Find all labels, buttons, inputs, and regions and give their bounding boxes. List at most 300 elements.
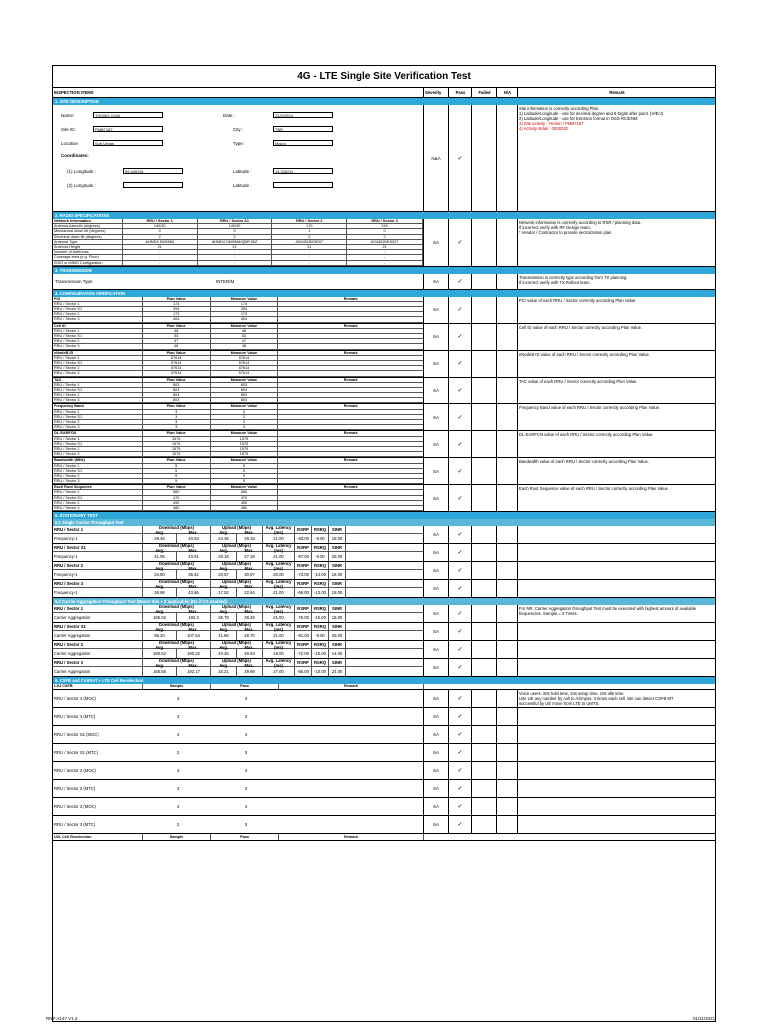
throughput-value: -69.00	[295, 588, 312, 597]
throughput-value: 18.00	[329, 534, 346, 543]
rsrq-header: RSRQ	[312, 562, 329, 569]
col-plan-value: Plan Value	[143, 458, 211, 462]
throughput-value: 30.87	[237, 570, 263, 579]
config-group-block	[53, 431, 715, 458]
severity-cell: SA	[424, 605, 449, 622]
config-plan: 803	[143, 393, 211, 397]
failed-cell	[472, 708, 497, 725]
config-sector: RRU / Sector 3	[53, 371, 143, 375]
config-measure: 803	[211, 398, 279, 402]
config-sector: RRU / Sector 1	[53, 464, 143, 468]
config-row-remark	[278, 425, 423, 429]
rsrp-header: RSRP	[295, 544, 312, 551]
config-sector: RRU / Sector S1	[53, 388, 143, 392]
csfb-row	[53, 726, 424, 743]
csfb-pass: 3	[244, 732, 248, 738]
throughput-value: 21.00	[263, 588, 295, 597]
transmission-row	[53, 274, 424, 289]
config-measure: 1575	[211, 437, 279, 441]
radio-cell: AHMD4 DM0966	[123, 240, 198, 244]
transmission-label: Transmission Type	[55, 278, 93, 284]
config-plan: 48	[143, 329, 211, 333]
radio-cell: -	[347, 255, 423, 259]
config-sector: RRU / Sector 3	[53, 317, 143, 321]
avg-label: Avg.	[155, 565, 165, 571]
site-na	[497, 105, 518, 211]
csfb-remark-line: Use UE any number by call to Azimpos, 3 times each cell. We can detect CSFB MT	[519, 696, 674, 702]
config-group-table	[53, 404, 424, 430]
site-failed	[472, 105, 497, 211]
throughput-header	[53, 659, 423, 667]
severity-cell: SA	[424, 623, 449, 640]
config-measure: 173	[211, 312, 279, 316]
config-measure: 490	[211, 501, 279, 505]
city-label: City :	[233, 127, 244, 132]
rsrp-header: RSRP	[295, 562, 312, 569]
radio-cell: Coverage area (e.g. Floor)	[53, 255, 123, 259]
throughput-table	[53, 659, 424, 676]
avg-label: Avg.	[219, 608, 229, 614]
config-row-remark	[278, 474, 423, 478]
config-measure: 1575	[211, 452, 279, 456]
csfb-remark-line: successful by UE move from LTE to UMTS.	[519, 701, 600, 707]
failed-cell	[472, 378, 497, 404]
failed-cell	[472, 544, 497, 561]
failed-cell	[472, 659, 497, 676]
csfb-sector: RRU / Sector 2 (MOC)	[54, 768, 96, 774]
csfb-remark	[518, 762, 715, 779]
config-remark: Each Root Sequence value of each RRU / Sector correctly according Plan Value.	[519, 486, 670, 492]
avg-label: Avg.	[219, 644, 229, 650]
throughput-value: 25.00	[329, 631, 346, 640]
col-remark: Remark	[343, 404, 358, 409]
latency-header: Avg. Latency (ms)	[263, 659, 295, 666]
radio-header-cell: RRU / Sector 1	[123, 219, 198, 223]
type-field: Macro	[273, 140, 333, 146]
radio-severity: SA	[424, 219, 449, 266]
config-sector: RRU / Sector S1	[53, 442, 143, 446]
col-remark: Remark	[343, 350, 358, 355]
config-row	[53, 371, 423, 376]
pass-check: ✓	[449, 726, 472, 743]
transmission-severity: SA	[424, 274, 449, 289]
upload-group	[211, 659, 263, 666]
config-row-remark	[278, 388, 423, 392]
reselection-col-sample: Sample	[143, 834, 211, 840]
config-plan: 470	[143, 496, 211, 500]
radio-header-cell: Network Information	[53, 219, 123, 223]
longitude2-label: (2) Longitude :	[67, 183, 97, 188]
throughput-block	[53, 605, 715, 623]
config-measure: 3	[211, 410, 279, 414]
config-sector: RRU / Sector 1	[53, 490, 143, 494]
config-plan: 480	[143, 506, 211, 510]
config-measure: 480	[211, 506, 279, 510]
col-measure-value: Measure Value	[211, 351, 279, 355]
rsrp-header: RSRP	[295, 641, 312, 648]
max-label: Max.	[188, 644, 198, 650]
na-cell	[497, 351, 518, 377]
upload-group	[211, 580, 263, 587]
config-remark: Cell ID value of each RRU / Sector correctly according Plan Value.	[519, 324, 643, 330]
radio-cell: Mechanical down tilt (degrees)	[53, 229, 123, 233]
sinr-header: SINR	[329, 659, 346, 666]
col-measure-value: Measure Value	[211, 485, 279, 489]
pass-check: ✓	[449, 708, 472, 725]
failed-cell	[472, 324, 497, 350]
config-row-remark	[278, 317, 423, 321]
throughput-header	[53, 562, 423, 570]
max-label: Max.	[188, 529, 198, 535]
throughput-value: 20.00	[263, 570, 295, 579]
radio-remark-line: If incorrect verify with RF Design team.	[519, 225, 591, 230]
city-field: TBR	[273, 126, 333, 132]
latitude1-label: Latitude :	[233, 169, 252, 174]
radio-cell: 2	[347, 235, 423, 239]
throughput-sector: RRU / Sector S1	[53, 544, 143, 551]
avg-label: Avg.	[219, 583, 229, 589]
config-group-block	[53, 378, 715, 405]
upload-group	[211, 526, 263, 533]
config-measure: 57614	[211, 361, 279, 365]
col-measure-value: Measure Value	[211, 431, 279, 435]
throughput-value: 41.86	[211, 631, 237, 640]
config-measure: 1575	[211, 447, 279, 451]
csfb-sector: RRU / Sector 3 (MOC)	[54, 804, 96, 810]
config-group-table	[53, 351, 424, 377]
throughput-name: Carrier Aggregation	[53, 667, 143, 676]
csfb-remark	[518, 744, 715, 761]
rsrp-header: RSRP	[295, 605, 312, 612]
reselection-col-pass: Pass	[211, 834, 279, 840]
config-sector: RRU / Sector 3	[53, 479, 143, 483]
severity-cell: SA	[424, 378, 449, 404]
pass-check: ✓	[449, 351, 472, 377]
config-sector: RRU / Sector 3	[53, 425, 143, 429]
latency-header: Avg. Latency (ms)	[263, 562, 295, 569]
csfb-table-label: L2U CSFB	[53, 684, 143, 689]
latency-header: Avg. Latency (ms)	[263, 623, 295, 630]
csfb-sample: 3	[176, 786, 180, 792]
config-plan: 48	[143, 344, 211, 348]
radio-cell: 0	[123, 229, 198, 233]
download-label: Download (Mbps)	[159, 524, 194, 530]
csfb-remark-line: Voice users: 20s hold time, 10s setup time, 10s idle time.	[519, 691, 625, 697]
config-row-remark	[278, 344, 423, 348]
severity-cell: SA	[424, 580, 449, 597]
csfb-row-block	[53, 744, 715, 762]
radio-cell: AS4451BK3D07	[272, 240, 347, 244]
na-cell	[497, 485, 518, 511]
config-row-remark	[278, 437, 423, 441]
config-measure: 57614	[211, 371, 279, 375]
config-sector: RRU / Sector 1	[53, 437, 143, 441]
severity-cell: SA	[424, 708, 449, 725]
section-site-description: 1. SITE DESCRIPTION	[53, 98, 715, 105]
avg-label: Avg.	[155, 608, 165, 614]
na-cell	[497, 623, 518, 640]
site-fields	[53, 105, 424, 211]
throughput-block	[53, 659, 715, 677]
config-remark: DL-EARFCN value of each RRU / Sector correctly according Plan Value.	[519, 432, 654, 438]
config-row-remark	[278, 496, 423, 500]
sinr-header: SINR	[329, 526, 346, 533]
config-measure: 470	[211, 496, 279, 500]
throughput-sector: RRU / Sector 2	[53, 641, 143, 648]
throughput-remark	[518, 562, 715, 579]
throughput-remark	[518, 659, 715, 676]
header-items: INSPECTION ITEMS	[53, 88, 424, 97]
config-plan: 3	[143, 425, 211, 429]
download-group	[143, 544, 211, 551]
na-cell	[497, 297, 518, 323]
config-row-remark	[278, 442, 423, 446]
config-group-name: PCI	[53, 297, 143, 301]
radio-cell: 2	[198, 235, 273, 239]
avg-label: Avg.	[219, 565, 229, 571]
header-remark: Remark	[609, 90, 625, 95]
config-sector: RRU / Sector S1	[53, 307, 143, 311]
throughput-value: -76.00	[295, 613, 312, 622]
throughput-value: -67.00	[295, 552, 312, 561]
config-plan: 1575	[143, 447, 211, 451]
throughput-table	[53, 544, 424, 561]
config-measure: 48	[211, 344, 279, 348]
config-sector: RRU / Sector 3	[53, 506, 143, 510]
config-group-name: eNodeB ID	[53, 351, 143, 355]
throughput-value: 107.54	[177, 631, 211, 640]
na-cell	[497, 431, 518, 457]
config-plan: 5	[143, 464, 211, 468]
section-stationary-test: 5. STATIONARY TEST	[53, 512, 715, 519]
na-cell	[497, 780, 518, 797]
radio-table	[53, 219, 424, 266]
pass-check: ✓	[449, 605, 472, 622]
upload-label: Upload (Mbps)	[221, 621, 252, 627]
config-row	[53, 425, 423, 430]
na-cell	[497, 580, 518, 597]
config-group-block	[53, 404, 715, 431]
sinr-header: SINR	[329, 641, 346, 648]
radio-cell: AHMD4 DM0966/QBR 65Z	[198, 240, 273, 244]
config-plan: 560	[143, 490, 211, 494]
throughput-value: 21.00	[263, 631, 295, 640]
csfb-row	[53, 744, 424, 761]
throughput-value: 41.05	[143, 552, 177, 561]
rsrq-header: RSRQ	[312, 580, 329, 587]
subsection-single-carrier: 5.1 Single Carrier Throughput Test	[53, 519, 715, 526]
throughput-table	[53, 605, 424, 622]
table-header	[53, 88, 715, 98]
throughput-header	[53, 580, 423, 588]
throughput-value: 21.00	[263, 552, 295, 561]
config-plan: 53	[143, 334, 211, 338]
config-remark: PCI value of each RRU / Sector correctly according Plan Value.	[519, 297, 637, 303]
config-measure: 47	[211, 339, 279, 343]
config-sector: RRU / Sector 1	[53, 410, 143, 414]
max-label: Max.	[244, 662, 254, 668]
throughput-header	[53, 605, 423, 613]
radio-cell: 0	[347, 229, 423, 233]
config-row-remark	[278, 469, 423, 473]
config-measure: 3	[211, 420, 279, 424]
upload-label: Upload (Mbps)	[221, 578, 252, 584]
config-plan: 394	[143, 307, 211, 311]
config-sector: RRU / Sector 2	[53, 312, 143, 316]
throughput-value: 39.69	[237, 667, 263, 676]
config-measure: 5	[211, 479, 279, 483]
throughput-value: 34.21	[211, 667, 237, 676]
col-measure-value: Measure Value	[211, 297, 279, 301]
download-group	[143, 580, 211, 587]
config-row-remark	[278, 415, 423, 419]
max-label: Max.	[244, 547, 254, 553]
csfb-row-block	[53, 780, 715, 798]
throughput-name: Carrier Aggregation	[53, 649, 143, 658]
pass-check: ✓	[449, 762, 472, 779]
upload-group	[211, 623, 263, 630]
config-row-remark	[278, 420, 423, 424]
throughput-sector: RRU / Sector 3	[53, 659, 143, 666]
footer-date: 01/11/2021	[693, 1016, 716, 1021]
radio-cell: -	[347, 250, 423, 254]
config-group-block	[53, 297, 715, 324]
config-row-remark	[278, 452, 423, 456]
config-measure: 1575	[211, 442, 279, 446]
config-sector: RRU / Sector 3	[53, 398, 143, 402]
throughput-value: 35.78	[211, 613, 237, 622]
throughput-value: 24.00	[329, 667, 346, 676]
avg-label: Avg.	[155, 644, 165, 650]
config-plan: 5	[143, 469, 211, 473]
throughput-value: 96.20	[143, 631, 177, 640]
throughput-value: 18.00	[329, 588, 346, 597]
severity-cell: SA	[424, 297, 449, 323]
config-group-table	[53, 378, 424, 404]
radio-cell: 21	[272, 245, 347, 249]
download-group	[143, 562, 211, 569]
upload-group	[211, 641, 263, 648]
csfb-remark	[518, 690, 715, 707]
throughput-name: Carrier Aggregation	[53, 613, 143, 622]
failed-cell	[472, 562, 497, 579]
radio-cell: 140/30	[198, 224, 273, 228]
config-row-remark	[278, 447, 423, 451]
config-group-name: Bandwidth (MHz)	[53, 458, 143, 462]
severity-cell: SA	[424, 458, 449, 484]
config-sector: RRU / Sector S1	[53, 334, 143, 338]
throughput-remark	[518, 544, 715, 561]
severity-cell: SA	[424, 641, 449, 658]
failed-cell	[472, 485, 497, 511]
throughput-value: 192.3	[177, 613, 211, 622]
pass-check: ✓	[449, 798, 472, 815]
download-label: Download (Mbps)	[159, 621, 194, 627]
header-na: N/A	[497, 88, 518, 97]
radio-remark-line: Network information is correctly according to RSR / planning data.	[519, 220, 642, 225]
site-description-block	[53, 105, 715, 212]
upload-label: Upload (Mbps)	[221, 603, 252, 609]
throughput-value: 17.52	[211, 588, 237, 597]
sinr-header: SINR	[329, 580, 346, 587]
na-cell	[497, 526, 518, 543]
config-group-name: Cell ID	[53, 324, 143, 328]
col-plan-value: Plan Value	[143, 378, 211, 382]
failed-cell	[472, 690, 497, 707]
config-measure: 53	[211, 334, 279, 338]
throughput-value: 180.52	[143, 649, 177, 658]
throughput-value: 165.55	[143, 667, 177, 676]
max-label: Max.	[244, 565, 254, 571]
download-group	[143, 526, 211, 533]
avg-label: Avg.	[219, 529, 229, 535]
failed-cell	[472, 623, 497, 640]
throughput-remark	[518, 580, 715, 597]
avg-label: Avg.	[155, 626, 165, 632]
rsrq-header: RSRQ	[312, 659, 329, 666]
upload-group	[211, 544, 263, 551]
csfb-row-block	[53, 816, 715, 834]
csfb-sector: RRU / Sector 3 (MTC)	[54, 822, 96, 828]
config-measure: 5	[211, 469, 279, 473]
config-group-block	[53, 485, 715, 512]
max-label: Max.	[188, 608, 198, 614]
throughput-block	[53, 641, 715, 659]
col-remark: Remark	[343, 431, 358, 436]
radio-cell: -	[123, 261, 198, 265]
radio-cell: -	[198, 255, 273, 259]
rsrp-header: RSRP	[295, 526, 312, 533]
radio-cell: 21	[198, 245, 273, 249]
failed-cell	[472, 580, 497, 597]
sinr-header: SINR	[329, 562, 346, 569]
radio-cell: -	[272, 255, 347, 259]
throughput-block	[53, 580, 715, 598]
throughput-table	[53, 641, 424, 658]
throughput-value: -66.00	[295, 667, 312, 676]
upload-label: Upload (Mbps)	[221, 657, 252, 663]
config-plan: 57614	[143, 356, 211, 360]
csfb-col-remark: Remark	[279, 684, 424, 689]
site-severity: N&A	[424, 105, 449, 211]
max-label: Max.	[244, 583, 254, 589]
config-measure: 5	[211, 474, 279, 478]
config-sector: RRU / Sector S1	[53, 415, 143, 419]
config-plan: 174	[143, 302, 211, 306]
throughput-value: 43.66	[177, 588, 211, 597]
pass-check: ✓	[449, 780, 472, 797]
throughput-value: 21.00	[263, 534, 295, 543]
throughput-value: -10.00	[312, 649, 329, 658]
throughput-sector: RRU / Sector 1	[53, 526, 143, 533]
transmission-block	[53, 274, 715, 290]
failed-cell	[472, 798, 497, 815]
download-label: Download (Mbps)	[159, 542, 194, 548]
config-row-remark	[278, 506, 423, 510]
avg-label: Avg.	[155, 547, 165, 553]
name-label: Name:	[61, 113, 75, 118]
config-row-remark	[278, 383, 423, 387]
throughput-block	[53, 526, 715, 544]
radio-cell: -	[123, 255, 198, 259]
col-plan-value: Plan Value	[143, 485, 211, 489]
na-cell	[497, 744, 518, 761]
csfb-remark	[518, 780, 715, 797]
radio-cell: -	[198, 261, 273, 265]
col-plan-value: Plan Value	[143, 431, 211, 435]
config-row-remark	[278, 302, 423, 306]
header-pass: Pass	[449, 88, 472, 97]
